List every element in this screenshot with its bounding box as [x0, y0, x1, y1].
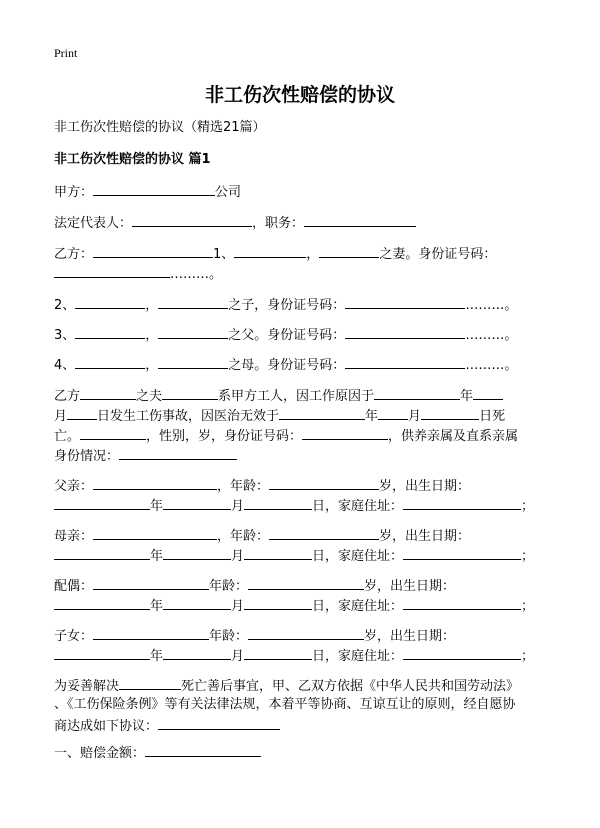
item-4-id-blank[interactable]: [345, 356, 465, 369]
party-b-label: 乙方：: [54, 247, 94, 262]
item-4-dots: ………。: [465, 358, 518, 373]
spouse-age-label: 年龄：: [209, 579, 249, 594]
child-year-blank[interactable]: [54, 647, 150, 660]
party-a-line: [54, 183, 241, 201]
mother-address-blank[interactable]: [403, 547, 521, 560]
para2-b: 死亡善后事宜，甲、乙双方依据《中华人民共和国劳动法》: [181, 679, 520, 694]
document-title: 非工伤次性赔偿的协议: [204, 84, 395, 106]
child-month-blank[interactable]: [163, 647, 231, 660]
para1-blank-10[interactable]: [302, 427, 388, 440]
mother-age-label: ，年龄：: [217, 529, 270, 544]
para2-line-2: [54, 697, 516, 713]
para1-blank-7[interactable]: [378, 407, 408, 420]
section-heading: 非工伤次性赔偿的协议 篇1: [54, 152, 211, 167]
para1-a: 乙方: [54, 389, 81, 404]
para1-line-4: [54, 447, 237, 465]
mother-year-blank[interactable]: [54, 547, 150, 560]
spouse-address-label: 日，家庭住址：: [312, 599, 404, 614]
item-4-num: 4、: [54, 358, 76, 373]
item-2-line: [54, 296, 517, 314]
item-2-id-blank[interactable]: [345, 296, 465, 309]
item-3-num: 3、: [54, 328, 76, 343]
father-month-blank[interactable]: [163, 497, 231, 510]
para1-line-3: [54, 427, 518, 445]
para1-g: 年: [365, 409, 379, 424]
party-b-blank[interactable]: [93, 245, 213, 258]
para1-blank-3[interactable]: [374, 387, 460, 400]
position-label: ，职务：: [252, 216, 305, 231]
child-line-2: [54, 647, 534, 665]
father-month: 月: [231, 499, 245, 514]
para1-i: 日死: [479, 409, 506, 424]
para1-l: ，供养亲属及直系亲属: [388, 429, 519, 444]
item-3-dots: ………。: [465, 328, 518, 343]
mother-name-blank[interactable]: [93, 527, 217, 540]
item-2-dots: ………。: [465, 298, 518, 313]
item-2-comma: ，: [145, 298, 159, 313]
party-b-blank-3[interactable]: [319, 245, 379, 258]
para1-c: 系甲方工人，因工作原因于: [218, 389, 375, 404]
father-line-2: [54, 497, 534, 515]
position-blank[interactable]: [304, 214, 416, 227]
item-3-blank-1[interactable]: [75, 326, 145, 339]
mother-age-blank[interactable]: [269, 527, 379, 540]
spouse-line-1: [54, 577, 455, 595]
para1-d: 年: [460, 389, 474, 404]
para1-k: ，性别，岁，身份证号码：: [146, 429, 303, 444]
child-age-blank[interactable]: [248, 627, 364, 640]
item-4-comma: ，: [145, 358, 159, 373]
child-line-1: [54, 627, 455, 645]
father-day-blank[interactable]: [244, 497, 312, 510]
para1-m: 身份情况：: [54, 449, 120, 464]
father-age-blank[interactable]: [269, 477, 379, 490]
para2-d: 商达成如下协议：: [54, 719, 159, 734]
para2-a: 为妥善解决: [54, 679, 120, 694]
spouse-address-blank[interactable]: [403, 597, 521, 610]
mother-end: ；: [521, 549, 535, 564]
document-subtitle: 非工伤次性赔偿的协议（精选21篇）: [54, 120, 266, 135]
clause-1-line: [54, 744, 261, 762]
para1-e: 月: [54, 409, 68, 424]
party-b-blank-2[interactable]: [234, 245, 306, 258]
spouse-age-blank[interactable]: [248, 577, 364, 590]
child-end: ；: [521, 649, 535, 664]
spouse-end: ；: [521, 599, 535, 614]
clause-1-blank[interactable]: [145, 744, 261, 757]
party-b-t3: 之妻。身份证号码：: [379, 247, 497, 262]
para1-j: 亡。: [54, 429, 81, 444]
spouse-line-2: [54, 597, 534, 615]
father-address-label: 日，家庭住址：: [312, 499, 404, 514]
para1-b: 之夫: [136, 389, 163, 404]
child-month: 月: [231, 649, 245, 664]
child-name-blank[interactable]: [93, 627, 209, 640]
mother-line-2: [54, 547, 534, 565]
father-end: ；: [521, 499, 535, 514]
father-sui: 岁，出生日期：: [379, 479, 471, 494]
party-b-dots: ………。: [170, 267, 223, 282]
father-name-blank[interactable]: [93, 477, 217, 490]
para1-blank-9[interactable]: [80, 427, 146, 440]
father-line-1: [54, 477, 470, 495]
para1-blank-8[interactable]: [421, 407, 479, 420]
para1-blank-6[interactable]: [279, 407, 365, 420]
item-4-rel: 之母。身份证号码：: [228, 358, 346, 373]
party-a-suffix: 公司: [215, 185, 242, 200]
child-address-label: 日，家庭住址：: [312, 649, 404, 664]
party-b-id-blank[interactable]: [54, 265, 170, 278]
para2-c: 、《工伤保险条例》等有关法律法规，本着平等协商、互谅互让的原则，经自愿协: [54, 697, 516, 712]
party-b-line: [54, 245, 496, 263]
para1-blank-4[interactable]: [473, 387, 503, 400]
party-b-t1: 1、: [213, 247, 235, 262]
legal-rep-line: [54, 214, 416, 232]
item-3-rel: 之父。身份证号码：: [228, 328, 346, 343]
item-4-blank-1[interactable]: [75, 356, 145, 369]
mother-day-blank[interactable]: [244, 547, 312, 560]
spouse-label: 配偶：: [54, 579, 94, 594]
para2-blank-2[interactable]: [158, 717, 280, 730]
spouse-month-blank[interactable]: [163, 597, 231, 610]
legal-rep-label: 法定代表人：: [54, 216, 133, 231]
item-4-blank-2[interactable]: [158, 356, 228, 369]
child-label: 子女：: [54, 629, 94, 644]
item-2-blank-1[interactable]: [75, 296, 145, 309]
para1-line-2: [54, 407, 505, 425]
print-label: Print: [54, 46, 78, 60]
child-year: 年: [150, 649, 164, 664]
party-a-label: 甲方：: [54, 185, 94, 200]
mother-address-label: 日，家庭住址：: [312, 549, 404, 564]
spouse-sui: 岁，出生日期：: [364, 579, 456, 594]
spouse-month: 月: [231, 599, 245, 614]
para1-blank-2[interactable]: [162, 387, 218, 400]
mother-month: 月: [231, 549, 245, 564]
mother-line-1: [54, 527, 470, 545]
spouse-name-blank[interactable]: [93, 577, 209, 590]
spouse-day-blank[interactable]: [244, 597, 312, 610]
para1-line-1: [54, 387, 503, 405]
party-b-t2: ，: [306, 247, 320, 262]
child-address-blank[interactable]: [403, 647, 521, 660]
party-a-blank[interactable]: [93, 183, 215, 196]
para2-blank-1[interactable]: [119, 677, 181, 690]
para1-h: 月: [408, 409, 422, 424]
para2-line-1: [54, 677, 519, 695]
item-3-blank-2[interactable]: [158, 326, 228, 339]
party-b-line-2: [54, 265, 222, 283]
spouse-year: 年: [150, 599, 164, 614]
item-2-blank-2[interactable]: [158, 296, 228, 309]
para1-f: 日发生工伤事故，因医治无效于: [97, 409, 280, 424]
father-address-blank[interactable]: [403, 497, 521, 510]
item-3-id-blank[interactable]: [345, 326, 465, 339]
para1-blank-5[interactable]: [67, 407, 97, 420]
mother-sui: 岁，出生日期：: [379, 529, 471, 544]
mother-year: 年: [150, 549, 164, 564]
mother-label: 母亲：: [54, 529, 94, 544]
item-3-line: [54, 326, 517, 344]
para1-blank-11[interactable]: [119, 447, 237, 460]
para1-blank-1[interactable]: [80, 387, 136, 400]
father-year-blank[interactable]: [54, 497, 150, 510]
clause-1-label: 一、赔偿金额：: [54, 746, 146, 761]
legal-rep-blank[interactable]: [132, 214, 252, 227]
child-day-blank[interactable]: [244, 647, 312, 660]
child-sui: 岁，出生日期：: [364, 629, 456, 644]
item-3-comma: ，: [145, 328, 159, 343]
item-2-num: 2、: [54, 298, 76, 313]
mother-month-blank[interactable]: [163, 547, 231, 560]
father-year: 年: [150, 499, 164, 514]
father-age-label: ，年龄：: [217, 479, 270, 494]
child-age-label: 年龄：: [209, 629, 249, 644]
item-4-line: [54, 356, 517, 374]
para2-line-3: [54, 717, 280, 735]
item-2-rel: 之子，身份证号码：: [228, 298, 346, 313]
father-label: 父亲：: [54, 479, 94, 494]
spouse-year-blank[interactable]: [54, 597, 150, 610]
